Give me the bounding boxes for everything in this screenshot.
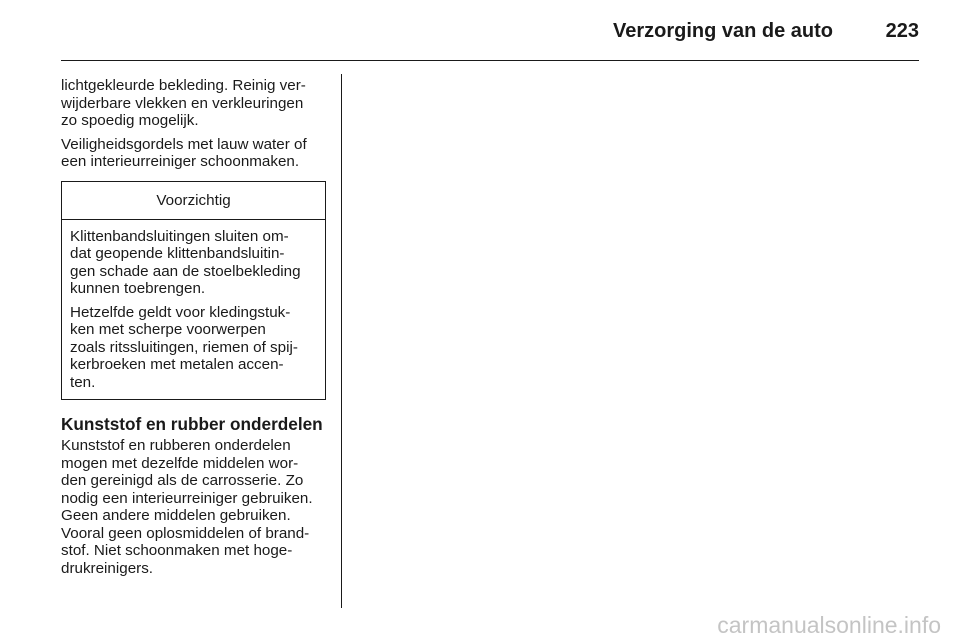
- caution-box: [61, 181, 326, 401]
- left-column: [61, 77, 326, 583]
- page-header: [61, 14, 919, 54]
- caution-body: [62, 220, 325, 400]
- text-line: nodig een interieurreiniger gebruiken.: [61, 489, 313, 507]
- text-line: Kunststof en rubberen onderdelen: [61, 437, 291, 454]
- header-rule: [61, 60, 919, 61]
- text-line: kunnen toebrengen.: [70, 280, 206, 297]
- plastic-rubber-heading: Kunststof en rubber onderdelen: [61, 414, 323, 434]
- text-line: Klittenbandsluitingen sluiten om-: [70, 227, 289, 245]
- text-line: zoals ritssluitingen, riemen of spij-: [70, 338, 298, 356]
- text-line: ken met scherpe voorwerpen: [70, 321, 266, 338]
- caution-paragraph-velcro: [70, 228, 316, 298]
- plastic-rubber-paragraph: [61, 437, 326, 577]
- text-line: een interieurreiniger schoonmaken.: [61, 153, 300, 170]
- intro-paragraph: [61, 77, 326, 130]
- text-line: stof. Niet schoonmaken met hoge-: [61, 542, 293, 559]
- text-line: Hetzelfde geldt voor kledingstuk-: [70, 303, 291, 321]
- text-line: Geen andere middelen gebruiken.: [61, 507, 291, 524]
- column-divider: [341, 74, 342, 608]
- text-line: Veiligheidsgordels met lauw water of: [61, 135, 307, 153]
- text-line: ten.: [70, 373, 96, 391]
- seatbelt-paragraph: [61, 136, 326, 171]
- caution-title: Voorzichtig: [62, 182, 325, 220]
- text-line: Vooral geen oplosmiddelen of brand-: [61, 524, 310, 542]
- text-line: kerbroeken met metalen accen-: [70, 356, 284, 373]
- text-line: dat geopende klittenbandsluitin-: [70, 245, 285, 262]
- text-line: mogen met dezelfde middelen wor-: [61, 454, 299, 472]
- text-line: zo spoedig mogelijk.: [61, 112, 199, 129]
- caution-paragraph-sharp-objects: [70, 304, 316, 392]
- watermark-text: carmanualsonline.info: [717, 612, 941, 638]
- text-line: gen schade aan de stoelbekleding: [70, 262, 301, 280]
- text-line: drukreinigers.: [61, 559, 154, 577]
- text-line: wijderbare vlekken en verkleuringen: [61, 94, 304, 112]
- section-title: Verzorging van de auto: [612, 20, 833, 42]
- text-line: lichtgekleurde bekleding. Reinig ver-: [61, 77, 306, 94]
- text-line: den gereinigd als de carrosserie. Zo: [61, 472, 304, 489]
- page-number: 223: [885, 20, 919, 42]
